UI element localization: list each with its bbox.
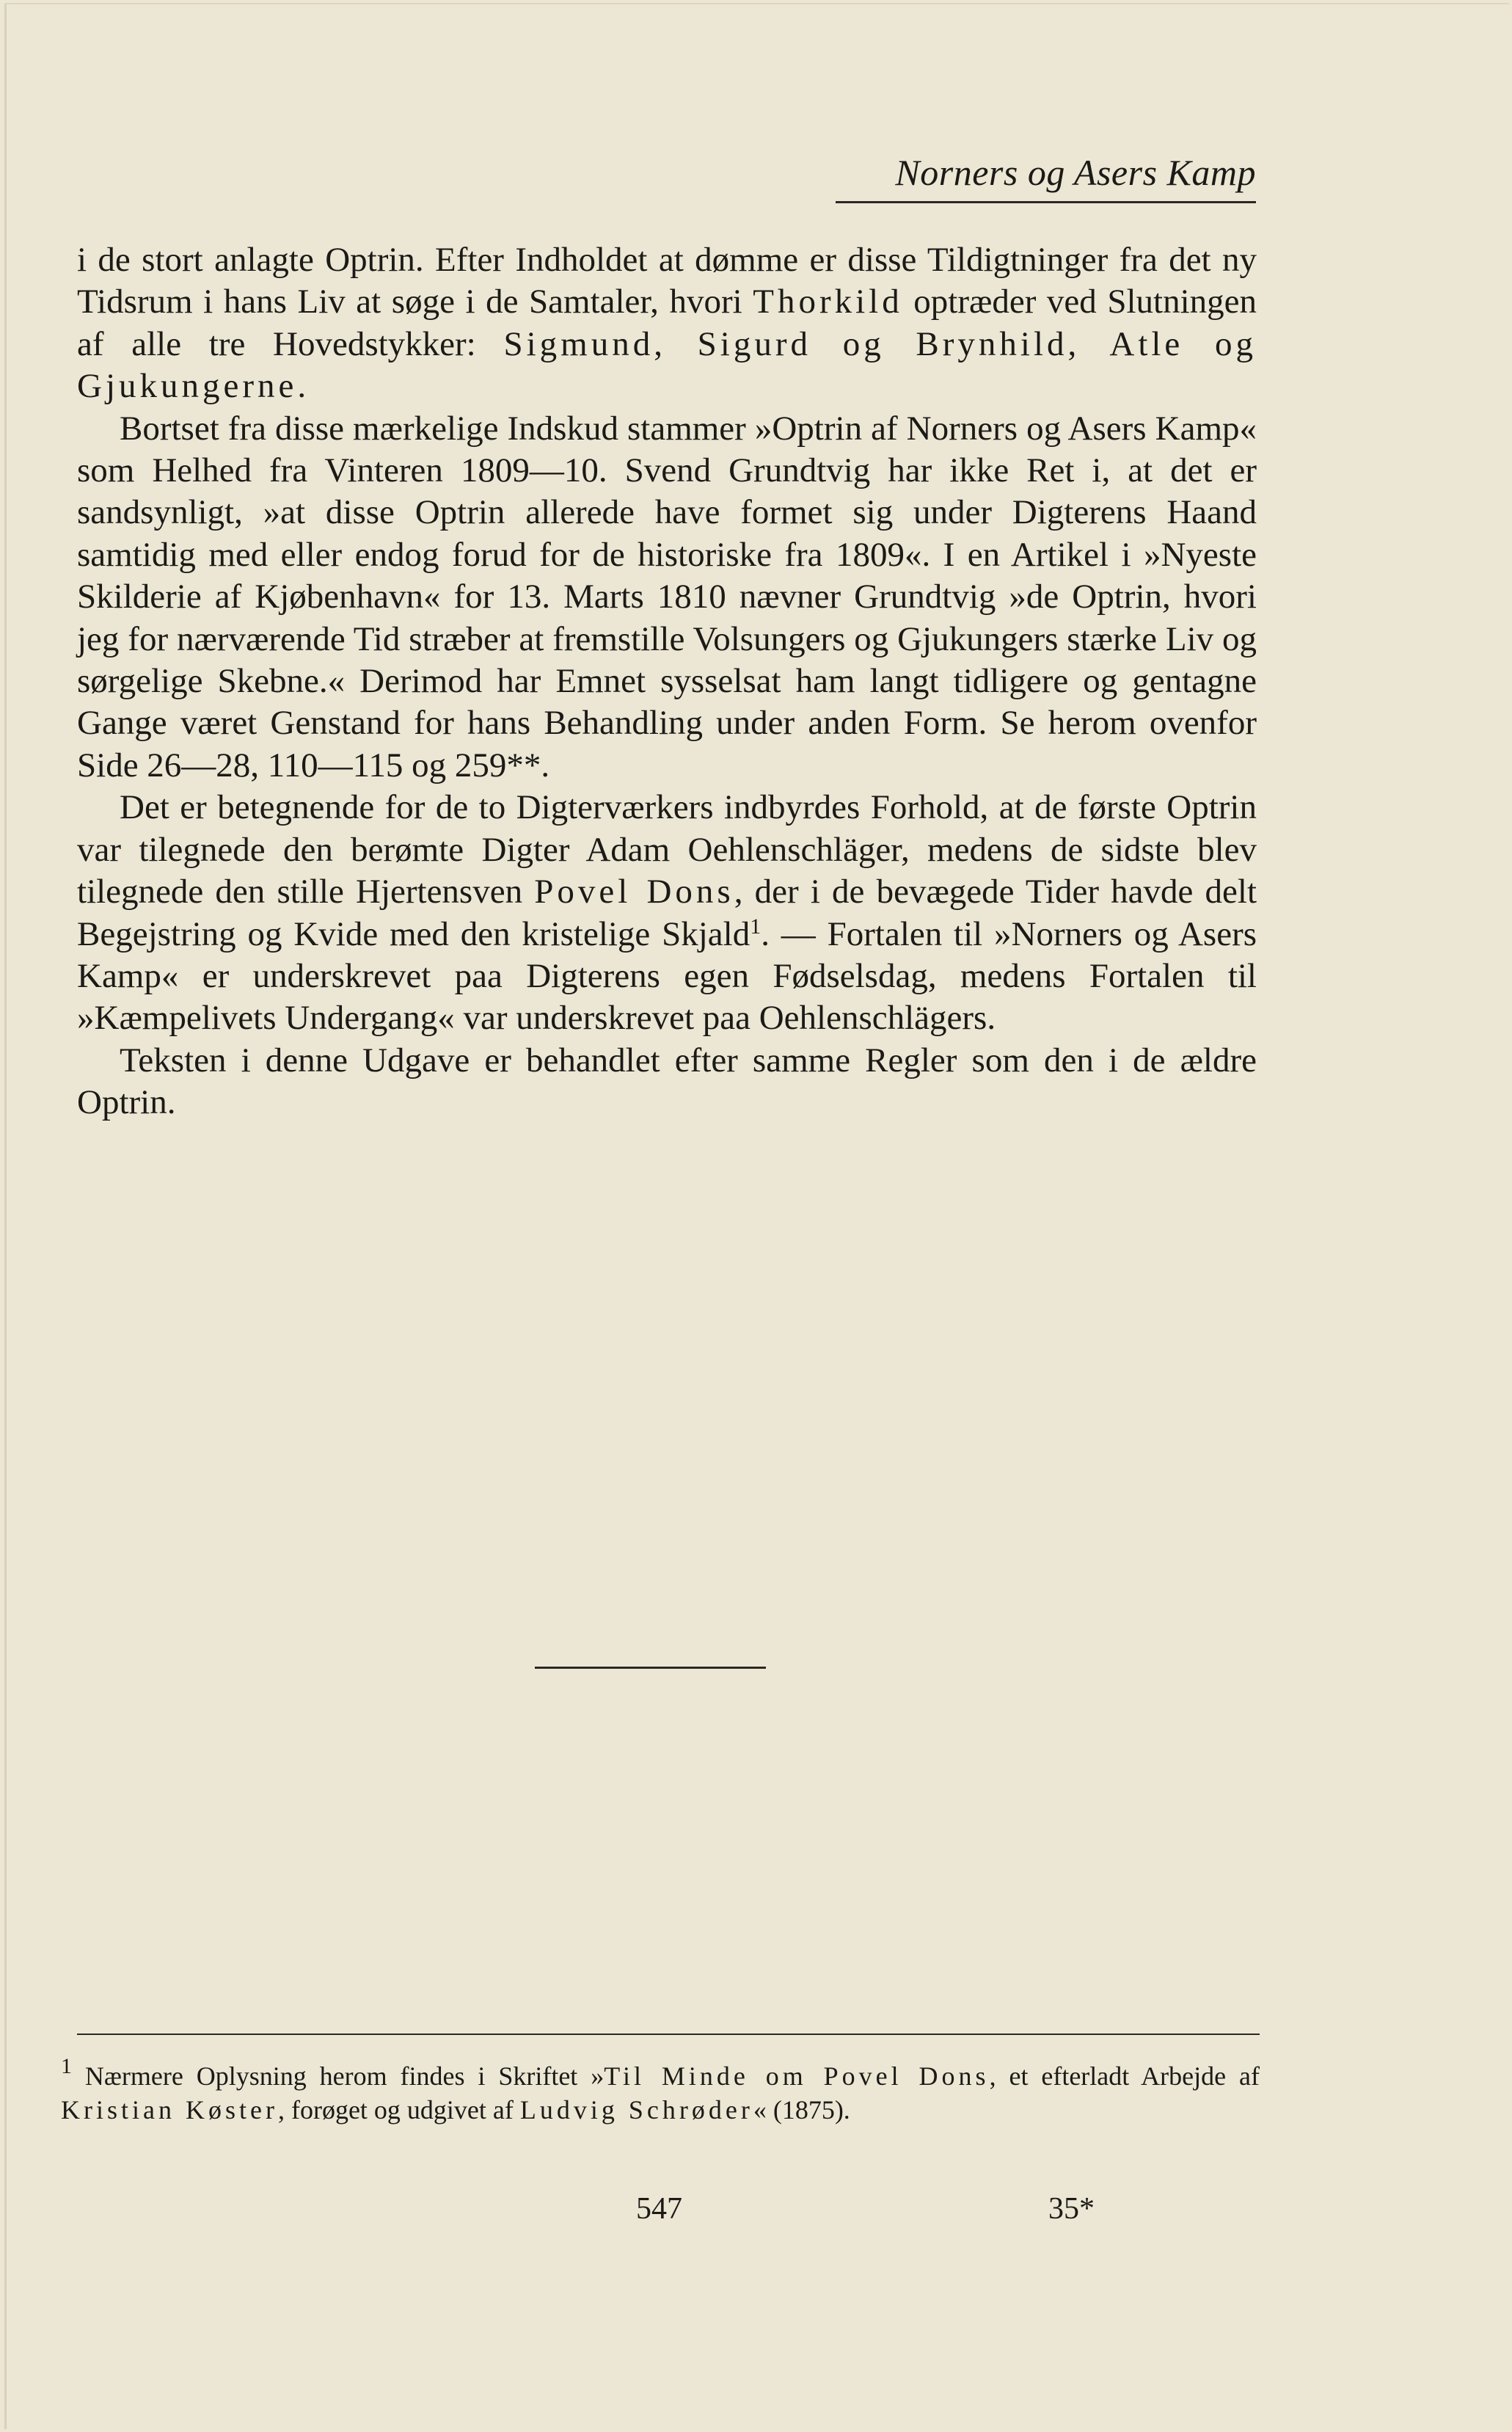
spaced-name: Povel Dons bbox=[534, 873, 734, 911]
footnote-marker: 1 bbox=[61, 2054, 72, 2078]
book-page bbox=[4, 3, 1509, 2429]
spaced-name: Kristian Køster bbox=[61, 2095, 278, 2125]
text-run: i de stort anlagte Optrin. Efter Indholdet at dømme er disse Tildigtninger fra det ny Tidsrum i hans Liv at søge i de Samtaler, hvori bbox=[77, 241, 1257, 321]
text-run: . bbox=[297, 367, 307, 406]
text-run: optræder ved Slutningen af alle tre Hovedstykker: bbox=[77, 283, 1257, 363]
spaced-name: Sigmund, Sigurd og Brynhild, Atle og Gjukungerne bbox=[77, 324, 1257, 406]
text-run: , der i de bevægede Tider havde delt Begejstring og Kvide med den kristelige Skjald bbox=[77, 873, 1257, 953]
section-end-rule bbox=[535, 1667, 766, 1669]
footnote-rule bbox=[77, 2034, 1260, 2035]
text-run: , forøget og udgivet af bbox=[277, 2095, 520, 2125]
text-run: Bortset fra disse mærkelige Indskud stammer »Optrin af Norners og Asers Kamp« som Helhed fra Vinteren 1809—10. Svend Grundtvig har ikke Ret i, at det er sandsynligt, »at disse Optrin allerede have formet sig under Digterens Haand samtidig med eller endog forud for de historiske fra 1809«. I en Artikel i »Nyeste Skilderie af Kjøbenhavn« for 13. Marts 1810 nævner Grundtvig »de Optrin, hvori jeg for nærværende Tid stræber at fremstille Volsungers og Gjukungers stærke Liv og sørgelige Skebne.« Derimod har Emnet sysselsat ham langt tidligere og gentagne Gange været Genstand for hans Behandling under anden Form. Se herom ovenfor Side 26—28, 110—115 og 259**. bbox=[77, 409, 1257, 784]
sheet-signature: 35* bbox=[1048, 2192, 1095, 2226]
text-run: . — Fortalen til »Norners og Asers Kamp« er underskrevet paa Digterens egen Fødselsdag, medens Fortalen til »Kæmpelivets Undergang« var underskrevet paa Oehlenschlägers. bbox=[77, 914, 1257, 1038]
footnote bbox=[61, 2054, 1260, 2127]
paragraph bbox=[77, 239, 1257, 408]
text-run: « (1875). bbox=[753, 2095, 850, 2125]
header-rule bbox=[836, 201, 1256, 203]
paragraph bbox=[77, 787, 1257, 1039]
spaced-name: Thorkild bbox=[753, 283, 903, 321]
main-text bbox=[77, 239, 1257, 1124]
running-head: Norners og Asers Kamp bbox=[895, 152, 1256, 193]
paragraph bbox=[77, 1040, 1257, 1124]
footnote-marker: 1 bbox=[750, 914, 762, 939]
spaced-name: Til Minde om Povel Dons bbox=[604, 2061, 990, 2091]
paragraph bbox=[77, 408, 1257, 787]
text-run: , et efterladt Arbejde af bbox=[989, 2061, 1260, 2091]
text-run: Nærmere Oplysning herom findes i Skriftet » bbox=[72, 2061, 605, 2091]
text-run: Det er betegnende for de to Digterværkers indbyrdes Forhold, at de første Optrin var tilegnede den berømte Digter Adam Oehlenschläger, medens de sidste blev tilegnede den stille Hjertensven bbox=[77, 788, 1257, 911]
page-number: 547 bbox=[636, 2192, 682, 2226]
text-run: Teksten i denne Udgave er behandlet efter samme Regler som den i de ældre Optrin. bbox=[77, 1041, 1257, 1122]
spaced-name: Ludvig Schrøder bbox=[519, 2095, 753, 2125]
